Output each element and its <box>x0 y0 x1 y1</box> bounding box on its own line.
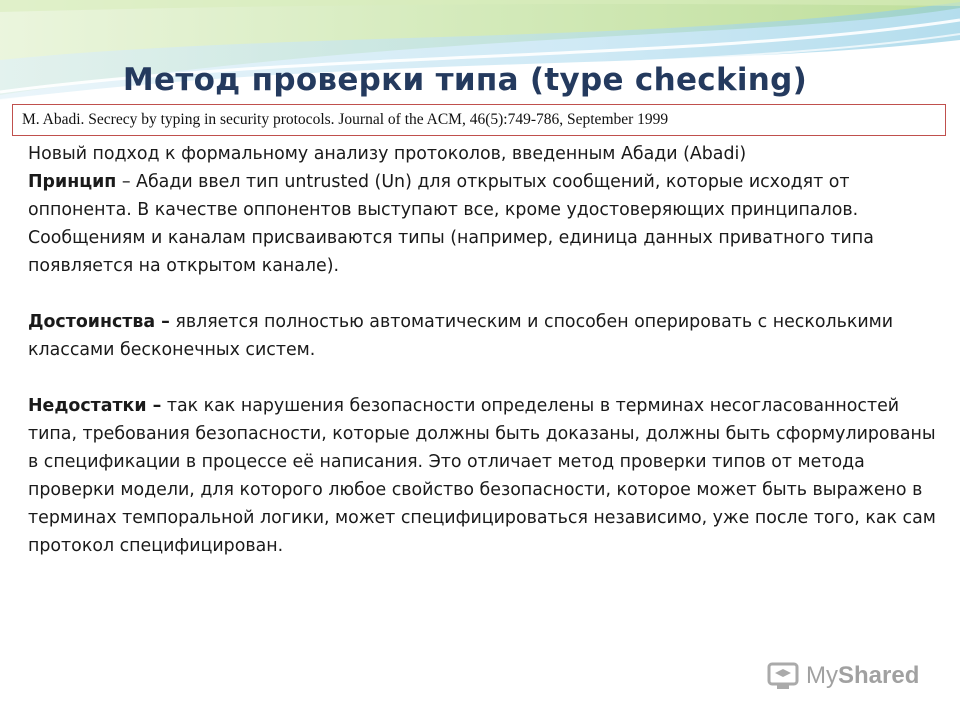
paragraph-gap <box>28 280 948 308</box>
principle-paragraph <box>28 168 948 280</box>
mortarboard-icon <box>766 659 800 693</box>
intro-text: Новый подход к формальному анализу протоколов, введенным Абади (Abadi) <box>28 144 747 164</box>
advantages-paragraph <box>28 308 948 364</box>
advantages-label: Достоинства – <box>28 312 170 332</box>
advantages-text: является полностью автоматическим и способен оперировать с несколькими классами бесконечных систем. <box>28 312 894 360</box>
citation-box: M. Abadi. Secrecy by typing in security protocols. Journal of the ACM, 46(5):749-786, September 1999 <box>12 104 946 136</box>
disadvantages-paragraph <box>28 392 948 560</box>
principle-label: Принцип <box>28 172 117 192</box>
slide-body <box>28 140 948 560</box>
watermark-text-light: My <box>806 662 838 689</box>
intro-paragraph <box>28 140 948 168</box>
watermark-text-bold: Shared <box>838 662 920 689</box>
header-wave-decoration <box>0 0 960 120</box>
myshared-watermark <box>766 656 919 696</box>
paragraph-gap <box>28 364 948 392</box>
disadvantages-text: так как нарушения безопасности определены в терминах несогласованностей типа, требования безопасности, которые должны быть доказаны, должны быть сформулированы в спецификации в процессе её написания. Это отличает метод проверки типов от метода проверки модели, для которого любое свойство безопасности, которое может быть выражено в терминах темпоральной логики, может специфицироваться независимо, уже после того, как сам протокол специфицирован. <box>28 396 936 556</box>
disadvantages-label: Недостатки – <box>28 396 162 416</box>
principle-text: – Абади ввел тип untrusted (Un) для открытых сообщений, которые исходят от оппонента. В качестве оппонентов выступают все, кроме удостоверяющих принципалов. Сообщениям и каналам присваиваются типы (например, единица данных приватного типа появляется на открытом канале). <box>28 172 874 276</box>
slide-title: Метод проверки типа (type checking) <box>122 62 808 98</box>
watermark-text <box>806 662 919 690</box>
